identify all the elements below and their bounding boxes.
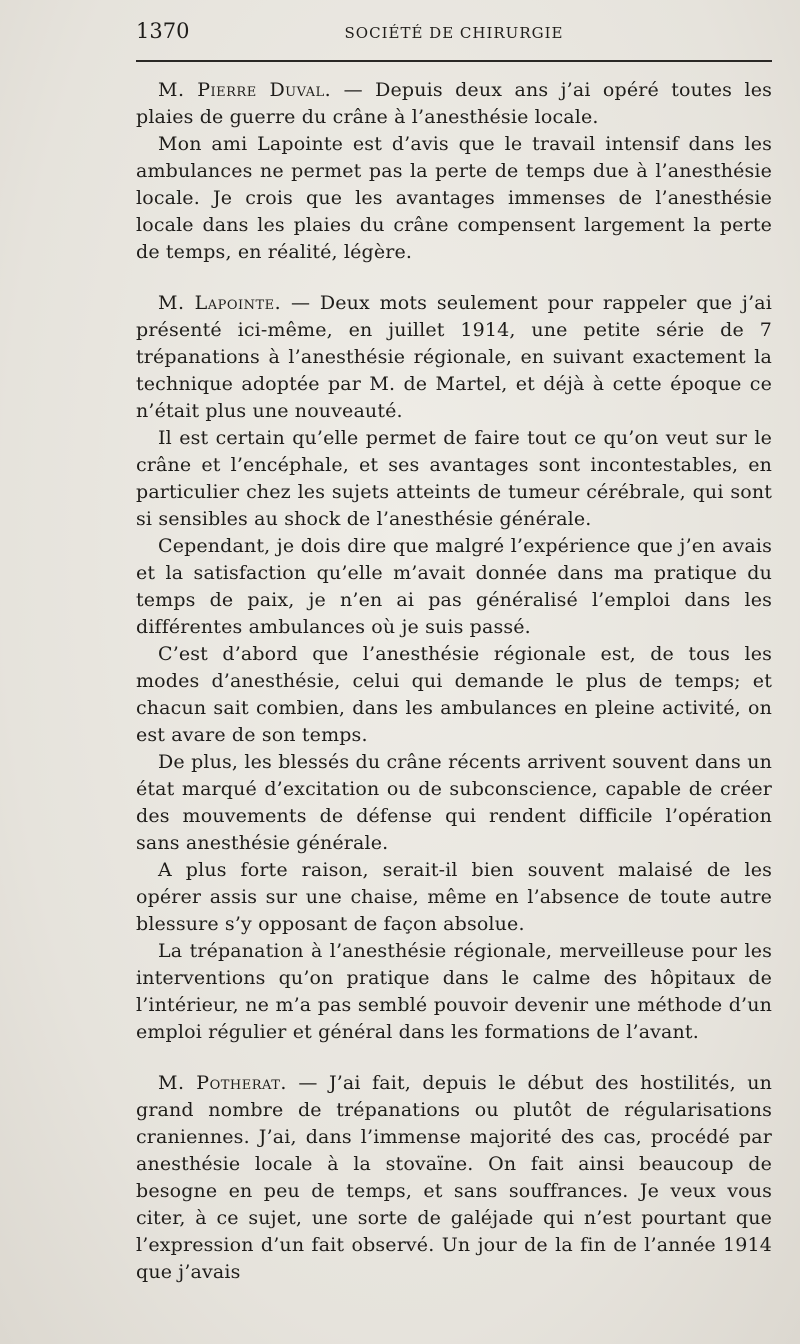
running-title: SOCIÉTÉ DE CHIRURGIE [344,24,564,42]
paragraph-text: — Depuis deux ans j’ai opéré toutes les plaies de guerre du crâne à l’anesthésie locale. [136,79,772,128]
paragraph-lapointe-6 [136,857,772,938]
speaker-name: M. Potherat. [158,1072,287,1094]
paragraph-text: Il est certain qu’elle permet de faire tout ce qu’on veut sur le crâne et l’encéphale, et ses avantages sont incontestables, en particulier chez les sujets atteints de tumeur cérébrale, qui sont si sensibles au shock de l’anesthésie générale. [136,427,772,530]
paragraph-lapointe-2 [136,425,772,533]
body-text [136,77,772,1286]
paragraph-lapointe-1 [136,290,772,425]
paragraph-lapointe-7 [136,938,772,1046]
header-rule [136,60,772,62]
paragraph-text: Mon ami Lapointe est d’avis que le travail intensif dans les ambulances ne permet pas la perte de temps due à l’anesthésie locale. Je crois que les avantages immenses de l’anesthésie locale dans les plaies du crâne compensent largement la perte de temps, en réalité, légère. [136,133,772,263]
speaker-name: M. Pierre Duval. [158,79,332,101]
paragraph-text: A plus forte raison, serait-il bien souvent malaisé de les opérer assis sur une chaise, même en l’absence de toute autre blessure s’y opposant de façon absolue. [136,859,772,935]
paragraph-lapointe-5 [136,749,772,857]
paragraph-text: C’est d’abord que l’anesthésie régionale est, de tous les modes d’anesthésie, celui qui demande le plus de temps; et chacun sait combien, dans les ambulances en pleine activité, on est avare de son temps. [136,643,772,746]
paragraph-text: Cependant, je dois dire que malgré l’expérience que j’en avais et la satisfaction qu’elle m’avait donnée dans ma pratique du temps de paix, je n’en ai pas généralisé l’emploi dans les différentes ambulances où je suis passé. [136,535,772,638]
page-header [136,16,772,46]
paragraph-text: La trépanation à l’anesthésie régionale, merveilleuse pour les interventions qu’on pratique dans le calme des hôpitaux de l’intérieur, ne m’a pas semblé pouvoir devenir une méthode d’un emploi régulier et général dans les formations de l’avant. [136,940,772,1043]
paragraph-potherat-1 [136,1070,772,1286]
paragraph-lapointe-4 [136,641,772,749]
speaker-name: M. Lapointe. [158,292,282,314]
paragraph-text: — J’ai fait, depuis le début des hostilités, un grand nombre de trépanations ou plutôt de régularisations craniennes. J’ai, dans l’immense majorité des cas, procédé par anesthésie locale à la stovaïne. On fait ainsi beaucoup de besogne en peu de temps, et sans souffrances. Je veux vous citer, à ce sujet, une sorte de galéjade qui n’est pourtant que l’expression d’un fait observé. Un jour de la fin de l’année 1914 que j’avais [136,1072,772,1283]
paragraph-text: — Deux mots seulement pour rappeler que j’ai présenté ici-même, en juillet 1914, une petite série de 7 trépanations à l’anesthésie régionale, en suivant exactement la technique adoptée par M. de Martel, et déjà à cette époque ce n’était plus une nouveauté. [136,292,772,422]
paragraph-duval-2 [136,131,772,266]
paragraph-lapointe-3 [136,533,772,641]
page-number: 1370 [136,19,190,43]
paragraph-duval-1 [136,77,772,131]
paragraph-text: De plus, les blessés du crâne récents arrivent souvent dans un état marqué d’excitation ou de subconscience, capable de créer des mouvements de défense qui rendent difficile l’opération sans anesthésie générale. [136,751,772,854]
